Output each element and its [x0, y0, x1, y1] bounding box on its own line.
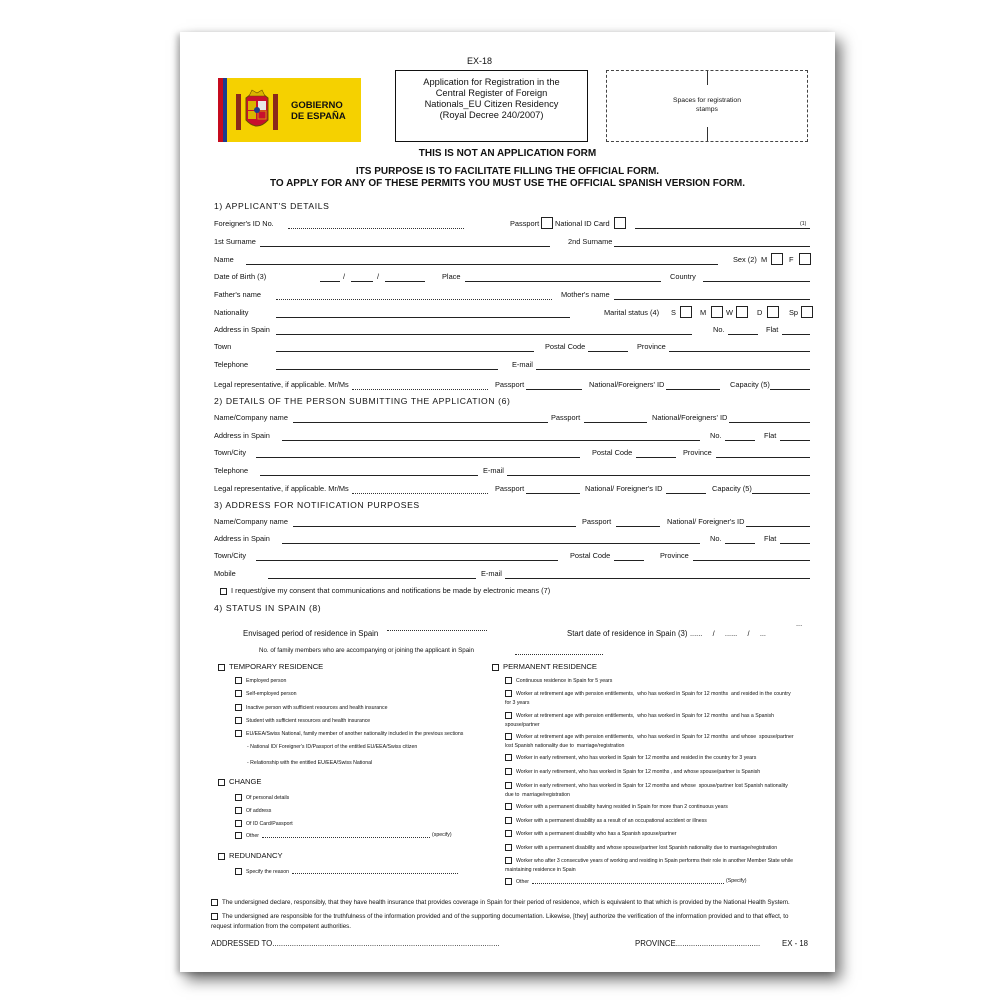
s2-town-label: Town/City: [214, 448, 247, 457]
s3-no-label: No.: [710, 534, 722, 543]
period-label: Envisaged period of residence in Spain: [243, 629, 379, 638]
redundancy-item[interactable]: Specify the reason: [235, 868, 289, 875]
s2-legal-label: Legal representative, if applicable. Mr/Ms: [214, 484, 349, 493]
perm-item[interactable]: Worker in early retirement, who has worked in Spain for 12 months and resided in the country for 3 years: [505, 754, 756, 761]
consent-checkbox[interactable]: [220, 588, 227, 595]
s3-postal-field[interactable]: [614, 560, 644, 561]
perm-item[interactable]: Other: [505, 878, 529, 885]
dob-label: Date of Birth (3): [214, 272, 267, 281]
form-code-top: EX-18: [467, 56, 493, 66]
form-title-box: [395, 70, 588, 142]
temp-item[interactable]: Self-employed person: [235, 690, 296, 697]
place-field[interactable]: [465, 281, 661, 282]
temp-sub-item: - National ID/ Foreigner's ID/Passport of the entitled EU/EEA/Swiss citizen: [247, 744, 418, 750]
stamps-label: Spaces for registration stamps: [672, 97, 741, 113]
family-field[interactable]: [515, 654, 603, 655]
marital-d-checkbox[interactable]: [767, 306, 779, 318]
s2-natid2-label: National/ Foreigner's ID: [585, 484, 663, 493]
sex-m-checkbox[interactable]: [771, 253, 783, 265]
town-field[interactable]: [276, 351, 534, 352]
perm-item[interactable]: Worker in early retirement, who has worked in Spain for 12 months , and whose spouse/partner is Spanish: [505, 768, 760, 775]
s3-natid-label: National/ Foreigner's ID: [667, 517, 745, 526]
s3-flat-field[interactable]: [780, 543, 810, 544]
change-other-field[interactable]: [262, 837, 430, 838]
s2-name-label: Name/Company name: [214, 413, 288, 422]
email-field[interactable]: [536, 369, 810, 370]
change-item[interactable]: Of ID Card/Passport: [235, 820, 293, 827]
place-label: Place: [442, 272, 461, 281]
s2-telephone-label: Telephone: [214, 466, 249, 475]
form-sheet: EX-18 GOBIERNO DE ESPAÑA Application for Registration in the Central Register of Foreign Nationals_EU Citizen Residency (Royal Decree 240/2007) Spaces for registration stamps THIS IS NOT AN APPLICATION FORM ITS PURPOSE IS TO FACILITATE FILLING THE OFFICIAL FORM. TO APPLY FOR ANY OF THESE PERMITS YOU MUST USE THE OFFICIAL SPANISH VERSION FORM. 1) APPLICANT'S DETAILS Foreigner's ID No. Passport National ID Card (1) 1st Surname 2nd Surname Name Sex (2) M F Date of Birth (3) / / Place Country Father's name Mother's name Nationality Marital status (4) S M W D Sp Address in Spain No. Flat Town Postal Code Province Telephone E-mail Legal representative, if applicable. Mr/Ms Passport National/Foreigners' ID Capacity (5) 2) DETAILS OF THE PERSON SUBMITTING THE APPLICATION (6) Name/Company name Passport National/Foreigners' ID Address in Spain No. Flat Town/City Postal Code Province Telephone E-mail Legal representative, if applicable. Mr/Ms Passport National/ Foreigner's ID Capacity (5) 3) ADDRESS FOR NOTIFICATION PURPOSES Name/Company name Passport National/ Foreigner's ID Address in Spain No. Flat Town/City Postal Code Province Mobile E-mail I request/give my consent that communications and notifications be made by electronic means (7) 4) STATUS IN SPAIN (8) Envisaged period of residence in Spain Start date of residence in Spain (3) ...... / ...... / ... ... No. of family members who are accompanying or joining the applicant in Spain TEMPORARY RESIDENCE Employed person Self-employed person Inactive person with sufficient resources and health insurance Student with sufficient resources and health insurance EU/EEA/Swiss National, family member of another nationality included in the previous sections - National ID/ Foreigner's ID/Passport of the entitled EU/EEA/Swiss citizen - Relationship with the entitled EU/EEA/Swiss National CHANGE Of personal details Of address Of ID Card/Passport Other (specify) REDUNDANCY Specify the reason PERMANENT RESIDENCE Continuous residence in Spain for 5 years Worker at retirement age with pension entitlements, who has worked in Spain for 12 months and resided in the country for 3 years Worker at retirement age with pension entitlements, who has worked in Spain for 12 months and has a Spanish spouse/partner Worker at retirement age with pension entitlements, who has worked in Spain for 12 months and whose spouse/partner lost Spanish nationality due to marriage/registration Worker in early retirement, who has worked in Spain for 12 months and resided in the country for 3 years Worker in early retirement, who has worked in Spain for 12 months , and whose spouse/partner is Spanish Worker in early retirement, who has worked in Spain for 12 months and whose spouse/partner lost Spanish nationality due to marriage/registration Worker with a permanent disability having resided in Spain for more than 2 continuous years Worker with a permanent disability as a result of an occupational accident or illness Worker with a permanent disability who has a Spanish spouse/partner Worker with a permanent disability and whose spouse/partner lost Spanish nationality due to marriage/registration Worker who after 3 consecutive years of working and residing in Spain performs their role in another Member State while maintaining residence in Spain Other (Specify) The undersigned declare, responsibly, that they have health insurance that provides coverage in Spain for their period of residence, which is equivalent to that which is provided by the National Health System. The undersigned are responsible for the truthfulness of the information provided and of the supporting documentation. Likewise, [they] authorize the verification of the information provided and to that effect, to request information from the competent authorities. ADDRESSED TO......................................................................................................... PROVINCE....................................... EX - 18: [180, 32, 835, 972]
perm-item[interactable]: Worker with a permanent disability as a result of an occupational accident or illness: [505, 817, 707, 824]
s3-name-label: Name/Company name: [214, 517, 288, 526]
s2-province-field[interactable]: [716, 457, 810, 458]
s2-capacity-field[interactable]: [752, 493, 810, 494]
s3-email-field[interactable]: [505, 578, 810, 579]
legal-natid-field[interactable]: [666, 389, 720, 390]
marital-s-checkbox[interactable]: [680, 306, 692, 318]
s2-email-label: E-mail: [483, 466, 504, 475]
passport-checkbox[interactable]: [541, 217, 553, 229]
s3-province-field[interactable]: [693, 560, 810, 561]
marital-sp-checkbox[interactable]: [801, 306, 813, 318]
form-title: Application for Registration in the Central Register of Foreign Nationals_EU Citizen Residency (Royal Decree 240/2007): [423, 77, 560, 120]
declaration-2-cont: request information from the competent authorities.: [211, 923, 351, 930]
legal-natid-label: National/Foreigners' ID: [589, 380, 665, 389]
national-id-checkbox[interactable]: [614, 217, 626, 229]
email-label: E-mail: [512, 360, 533, 369]
dob-year-field[interactable]: [385, 281, 425, 282]
sex-f-checkbox[interactable]: [799, 253, 811, 265]
province-footer[interactable]: PROVINCE.......................................: [635, 939, 761, 948]
perm-item[interactable]: Worker at retirement age with pension entitlements, who has worked in Spain for 12 months and has a Spanish spouse/partner: [505, 713, 774, 728]
s2-no-field[interactable]: [725, 440, 755, 441]
perm-item[interactable]: Continuous residence in Spain for 5 years: [505, 677, 612, 684]
first-surname-field[interactable]: [260, 246, 550, 247]
s2-passport2-field[interactable]: [526, 493, 580, 494]
period-field[interactable]: [387, 630, 487, 631]
perm-item[interactable]: Worker with a permanent disability and whose spouse/partner lost Spanish nationality due to marriage/registration: [505, 844, 777, 851]
perm-title[interactable]: PERMANENT RESIDENCE: [492, 662, 597, 671]
s3-mobile-label: Mobile: [214, 569, 236, 578]
marital-label: Marital status (4): [604, 308, 660, 317]
temp-item[interactable]: Inactive person with sufficient resources and health insurance: [235, 704, 388, 711]
legal-passport-label: Passport: [495, 380, 525, 389]
redundancy-title[interactable]: REDUNDANCY: [218, 851, 283, 860]
temp-item[interactable]: EU/EEA/Swiss National, family member of another nationality included in the previous sections: [235, 730, 463, 737]
passport-label: Passport: [510, 219, 540, 228]
s2-postal-field[interactable]: [636, 457, 676, 458]
name-field[interactable]: [246, 264, 718, 265]
telephone-label: Telephone: [214, 360, 249, 369]
address-flat-field[interactable]: [782, 334, 810, 335]
s2-natid-field[interactable]: [729, 422, 810, 423]
declaration-1[interactable]: The undersigned declare, responsibly, that they have health insurance that provides coverage in Spain for their period of residence, which is equivalent to that which is provided by the National Health System.: [211, 899, 790, 906]
foreigner-id-field[interactable]: [288, 228, 464, 229]
temp-item[interactable]: Employed person: [235, 677, 286, 684]
father-label: Father's name: [214, 290, 262, 299]
s2-natid2-field[interactable]: [666, 493, 706, 494]
legal-rep-field[interactable]: [352, 389, 488, 390]
perm-item[interactable]: Worker in early retirement, who has worked in Spain for 12 months and whose spouse/partner lost Spanish nationality due to marriage/registration: [505, 783, 788, 798]
marital-sp-label: Sp: [789, 308, 799, 317]
s2-address-field[interactable]: [282, 440, 700, 441]
marital-m-checkbox[interactable]: [711, 306, 723, 318]
s2-passport2-label: Passport: [495, 484, 525, 493]
temp-checkbox[interactable]: [218, 664, 225, 671]
start-date-label: Start date of residence in Spain (3): [567, 629, 688, 638]
marital-s-label: S: [671, 308, 676, 317]
s2-telephone-field[interactable]: [260, 475, 478, 476]
nationality-label: Nationality: [214, 308, 249, 317]
national-id-label: National ID Card: [555, 219, 610, 228]
change-checkbox[interactable]: [218, 779, 225, 786]
s3-consent[interactable]: [220, 586, 550, 595]
s3-province-label: Province: [660, 551, 689, 560]
marital-w-checkbox[interactable]: [736, 306, 748, 318]
consent-label: I request/give my consent that communications and notifications be made by electronic means (7): [231, 586, 551, 595]
s3-address-field[interactable]: [282, 543, 700, 544]
second-surname-label: 2nd Surname: [568, 237, 613, 246]
s3-town-label: Town/City: [214, 551, 247, 560]
perm-item[interactable]: Worker with a permanent disability having resided in Spain for more than 2 continuous years: [505, 803, 728, 810]
temp-item[interactable]: Student with sufficient resources and health insurance: [235, 717, 370, 724]
section-1-title: 1) APPLICANT'S DETAILS: [214, 201, 330, 211]
s3-passport-field[interactable]: [616, 526, 660, 527]
addressed-to[interactable]: ADDRESSED TO.........................................................................................................: [211, 939, 500, 948]
country-field[interactable]: [703, 281, 810, 282]
s2-flat-field[interactable]: [780, 440, 810, 441]
s3-passport-label: Passport: [582, 517, 612, 526]
change-title[interactable]: CHANGE: [218, 777, 262, 786]
form-code-bottom: EX - 18: [782, 939, 809, 948]
s2-town-field[interactable]: [256, 457, 580, 458]
s3-mobile-field[interactable]: [268, 578, 476, 579]
government-logo: [218, 78, 361, 142]
s2-address-label: Address in Spain: [214, 431, 270, 440]
stamps-box: [606, 70, 808, 142]
legal-rep-label: Legal representative, if applicable. Mr/Ms: [214, 380, 349, 389]
postal-label: Postal Code: [545, 342, 586, 351]
s3-town-field[interactable]: [256, 560, 558, 561]
province-label: Province: [637, 342, 666, 351]
postal-field[interactable]: [588, 351, 628, 352]
sex-label: Sex (2): [733, 255, 757, 264]
change-specify: (specify): [432, 832, 452, 838]
perm-item[interactable]: Worker who after 3 consecutive years of working and residing in Spain performs their role in another Member State while maintaining residence in Spain: [505, 858, 793, 873]
s3-no-field[interactable]: [725, 543, 755, 544]
address-field[interactable]: [276, 334, 692, 335]
notice-line-2: ITS PURPOSE IS TO FACILITATE FILLING THE OFFICIAL FORM.: [355, 166, 660, 177]
s2-passport-label: Passport: [551, 413, 581, 422]
s2-postal-label: Postal Code: [592, 448, 633, 457]
note-1-label: (1): [800, 221, 807, 227]
s2-capacity-label: Capacity (5): [712, 484, 752, 493]
redundancy-field[interactable]: [292, 873, 458, 874]
s3-postal-label: Postal Code: [570, 551, 611, 560]
s2-email-field[interactable]: [507, 475, 810, 476]
town-label: Town: [214, 342, 232, 351]
s2-name-field[interactable]: [293, 422, 548, 423]
change-item[interactable]: Other: [235, 832, 259, 839]
telephone-field[interactable]: [276, 369, 498, 370]
section-4-title: 4) STATUS IN SPAIN (8): [214, 603, 322, 613]
perm-item[interactable]: Worker at retirement age with pension entitlements, who has worked in Spain for 12 months and whose spouse/partner lost Spanish nationality due to marriage/registration: [505, 734, 794, 749]
temp-title[interactable]: TEMPORARY RESIDENCE: [218, 662, 323, 671]
perm-specify: (Specify): [726, 878, 747, 884]
perm-item[interactable]: Worker with a permanent disability who has a Spanish spouse/partner: [505, 830, 677, 837]
mother-label: Mother's name: [561, 290, 610, 299]
id-number-field[interactable]: [635, 228, 810, 229]
marital-d-label: D: [757, 308, 763, 317]
dob-day-field[interactable]: [320, 281, 340, 282]
mother-field[interactable]: [614, 299, 810, 300]
s2-natid-label: National/Foreigners' ID: [652, 413, 728, 422]
sex-f-label: F: [789, 255, 794, 264]
section-3-title: 3) ADDRESS FOR NOTIFICATION PURPOSES: [214, 500, 420, 510]
s2-no-label: No.: [710, 431, 722, 440]
s2-legal-field[interactable]: [352, 493, 488, 494]
s3-natid-field[interactable]: [746, 526, 810, 527]
s2-passport-field[interactable]: [584, 422, 647, 423]
legal-capacity-field[interactable]: [770, 389, 810, 390]
section-2-title: 2) DETAILS OF THE PERSON SUBMITTING THE APPLICATION (6): [214, 396, 511, 406]
s3-address-label: Address in Spain: [214, 534, 270, 543]
redundancy-checkbox[interactable]: [218, 853, 225, 860]
country-label: Country: [670, 272, 696, 281]
father-field[interactable]: [276, 299, 552, 300]
marital-m-label: M: [700, 308, 707, 317]
temp-sub-item: - Relationship with the entitled EU/EEA/Swiss National: [247, 760, 373, 766]
notice-line-3: TO APPLY FOR ANY OF THESE PERMITS YOU MUST USE THE OFFICIAL SPANISH VERSION FORM.: [269, 178, 746, 189]
change-item[interactable]: Of personal details: [235, 794, 289, 801]
address-label: Address in Spain: [214, 325, 270, 334]
s2-flat-label: Flat: [764, 431, 777, 440]
coat-of-arms-icon: [232, 86, 282, 136]
address-no-label: No.: [713, 325, 725, 334]
legal-capacity-label: Capacity (5): [730, 380, 770, 389]
logo-text: GOBIERNO DE ESPAÑA: [291, 100, 346, 122]
foreigner-id-label: Foreigner's ID No.: [214, 219, 274, 228]
perm-checkbox[interactable]: [492, 664, 499, 671]
marital-w-label: W: [726, 308, 733, 317]
name-label: Name: [214, 255, 234, 264]
first-surname-label: 1st Surname: [214, 237, 256, 246]
nationality-field[interactable]: [276, 317, 570, 318]
s3-name-field[interactable]: [293, 526, 576, 527]
change-item[interactable]: Of address: [235, 807, 271, 814]
family-label: No. of family members who are accompanying or joining the applicant in Spain: [259, 647, 474, 654]
s3-email-label: E-mail: [481, 569, 502, 578]
s2-province-label: Province: [683, 448, 712, 457]
perm-other-field[interactable]: [532, 883, 724, 884]
s3-flat-label: Flat: [764, 534, 777, 543]
province-field[interactable]: [669, 351, 810, 352]
legal-passport-field[interactable]: [526, 389, 582, 390]
address-flat-label: Flat: [766, 325, 779, 334]
address-no-field[interactable]: [728, 334, 758, 335]
perm-item[interactable]: Worker at retirement age with pension entitlements, who has worked in Spain for 12 months and resided in the country for 3 years: [505, 691, 791, 706]
notice-line-1: THIS IS NOT AN APPLICATION FORM: [418, 148, 597, 159]
declaration-2[interactable]: The undersigned are responsible for the truthfulness of the information provided and of the supporting documentation. Likewise, [they] authorize the verification of the information provided and to that effect, to: [211, 913, 788, 920]
second-surname-field[interactable]: [614, 246, 810, 247]
sex-m-label: M: [761, 255, 768, 264]
start-date-field[interactable]: ...... / ...... / ...: [690, 629, 766, 638]
dob-month-field[interactable]: [351, 281, 373, 282]
